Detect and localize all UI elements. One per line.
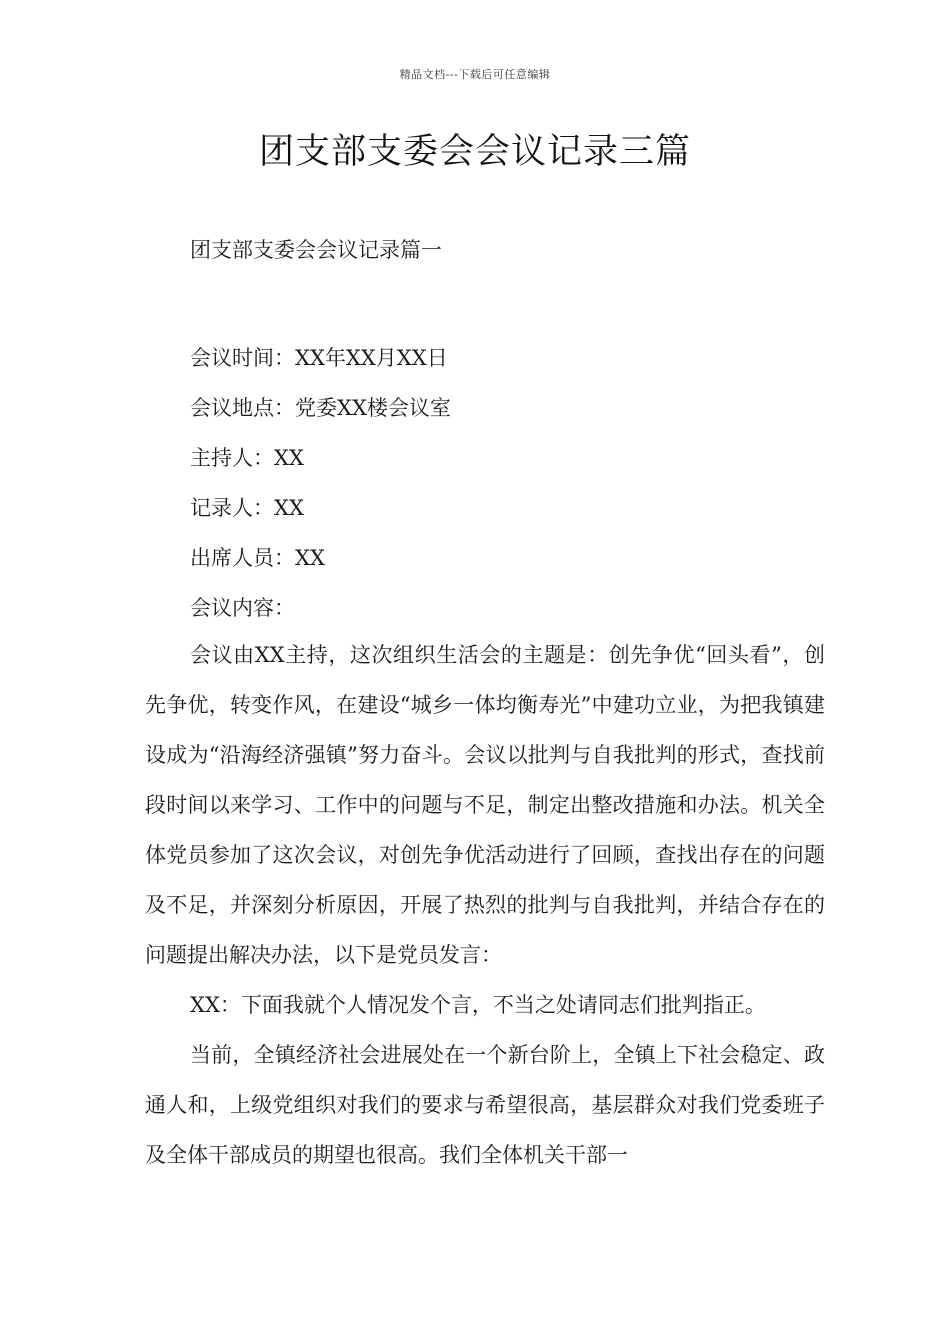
meeting-attendees: 出席人员：XX <box>190 546 325 570</box>
meeting-time: 会议时间：XX年XX月XX日 <box>190 346 448 370</box>
meeting-host: 主持人：XX <box>190 446 304 470</box>
document-body <box>145 630 825 1180</box>
section-subtitle: 团支部支委会会议记录篇一 <box>190 238 442 262</box>
meeting-recorder: 记录人：XX <box>190 496 304 520</box>
body-paragraph: XX：下面我就个人情况发个言，不当之处请同志们批判指正。 <box>190 993 766 1017</box>
meeting-info <box>190 333 830 633</box>
page-header: 精品文档---下载后可任意编辑 <box>399 68 551 81</box>
meeting-content-label: 会议内容： <box>190 596 295 620</box>
body-paragraph: 当前，全镇经济社会进展处在一个新台阶上，全镇上下社会稳定、政通人和，上级党组织对我们的要求与希望很高，基层群众对我们党委班子及全体干部成员的期望也很高。我们全体机关干部一 <box>145 1043 825 1167</box>
body-paragraph: 会议由XX主持，这次组织生活会的主题是：创先争优“回头看”，创先争优，转变作风，在建设“城乡一体均衡寿光”中建功立业，为把我镇建设成为“沿海经济强镇”努力奋斗。会议以批判与自我批判的形式，查找前段时间以来学习、工作中的问题与不足，制定出整改措施和办法。机关全体党员参加了这次会议，对创先争优活动进行了回顾，查找出存在的问题及不足，并深刻分析原因，开展了热烈的批判与自我批判，并结合存在的问题提出解决办法，以下是党员发言： <box>145 643 825 967</box>
document-title: 团支部支委会会议记录三篇 <box>258 132 691 172</box>
meeting-location: 会议地点：党委XX楼会议室 <box>190 396 451 420</box>
